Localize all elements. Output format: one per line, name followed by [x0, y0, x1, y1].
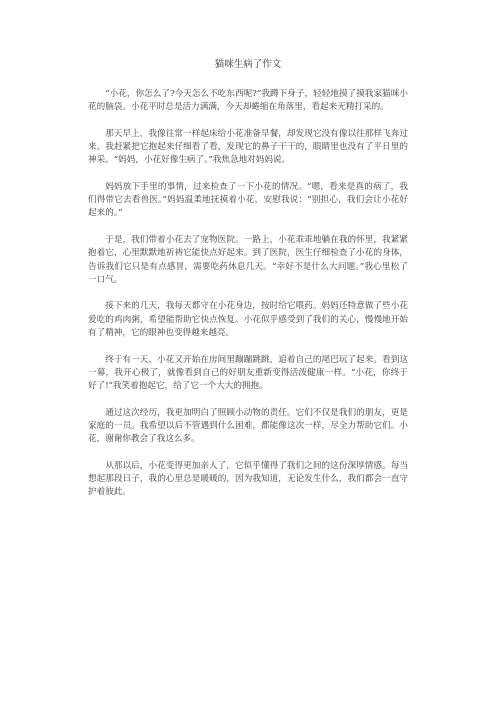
paragraph-7: 通过这次经历，我更加明白了照顾小动物的责任。它们不仅是我们的朋友，更是家庭的一员。我希望以后不管遇到什么困难，都能像这次一样，尽全力帮助它们。小花，谢谢你教会了我这么多。 — [88, 407, 408, 445]
paragraph-3: 妈妈放下手里的事情，过来检查了一下小花的情况。“嗯，看来是真的病了，我们得带它去看兽医。”妈妈温柔地抚摸着小花，安慰我说：“别担心，我们会让小花好起来的。” — [88, 182, 408, 219]
paragraph-1: “小花，你怎么了?今天怎么不吃东西呢?”我蹲下身子，轻轻地摸了摸我家猫咪小花的脑袋。小花平时总是活力满满，今天却蜷缩在角落里，看起来无精打采的。 — [88, 89, 408, 113]
paragraph-2: 那天早上，我像往常一样起床给小花准备早餐，却发现它没有像以往那样飞奔过来。我赶紧把它抱起来仔细看了看，发现它的鼻子干干的，眼睛里也没有了平日里的神采。“妈妈，小花好像生病了。”我焦急地对妈妈说。 — [88, 128, 408, 166]
document-title: 猫咪生病了作文 — [214, 59, 282, 70]
paragraph-4: 于是，我们带着小花去了宠物医院。一路上，小花乖乖地躺在我的怀里，我紧紧抱着它，心里默默地祈祷它能快点好起来。到了医院，医生仔细检查了小花的身体，告诉我们它只是有点感冒，需要吃药休息几天。“幸好不是什么大问题。”我心里松了一口气。 — [88, 235, 408, 285]
paragraph-5: 接下来的几天，我每天都守在小花身边，按时给它喂药。妈妈还特意做了些小花爱吃的鸡肉粥，希望能帮助它快点恢复。小花似乎感受到了我们的关心，慢慢地开始有了精神，它的眼神也变得越来越亮。 — [88, 301, 408, 338]
paragraph-6: 终于有一天，小花又开始在房间里蹦蹦跳跳，追着自己的尾巴玩了起来。看到这一幕，我开心极了，就像看到自己的好朋友重新变得活泼健康一样。“小花，你终于好了!”我笑着抱起它，给了它一个大大的拥抱。 — [88, 354, 408, 391]
document-page — [88, 58, 408, 513]
paragraph-8: 从那以后，小花变得更加亲人了，它似乎懂得了我们之间的这份深厚情感。每当想起那段日子，我的心里总是暖暖的，因为我知道，无论发生什么，我们都会一直守护着彼此。 — [88, 460, 408, 498]
